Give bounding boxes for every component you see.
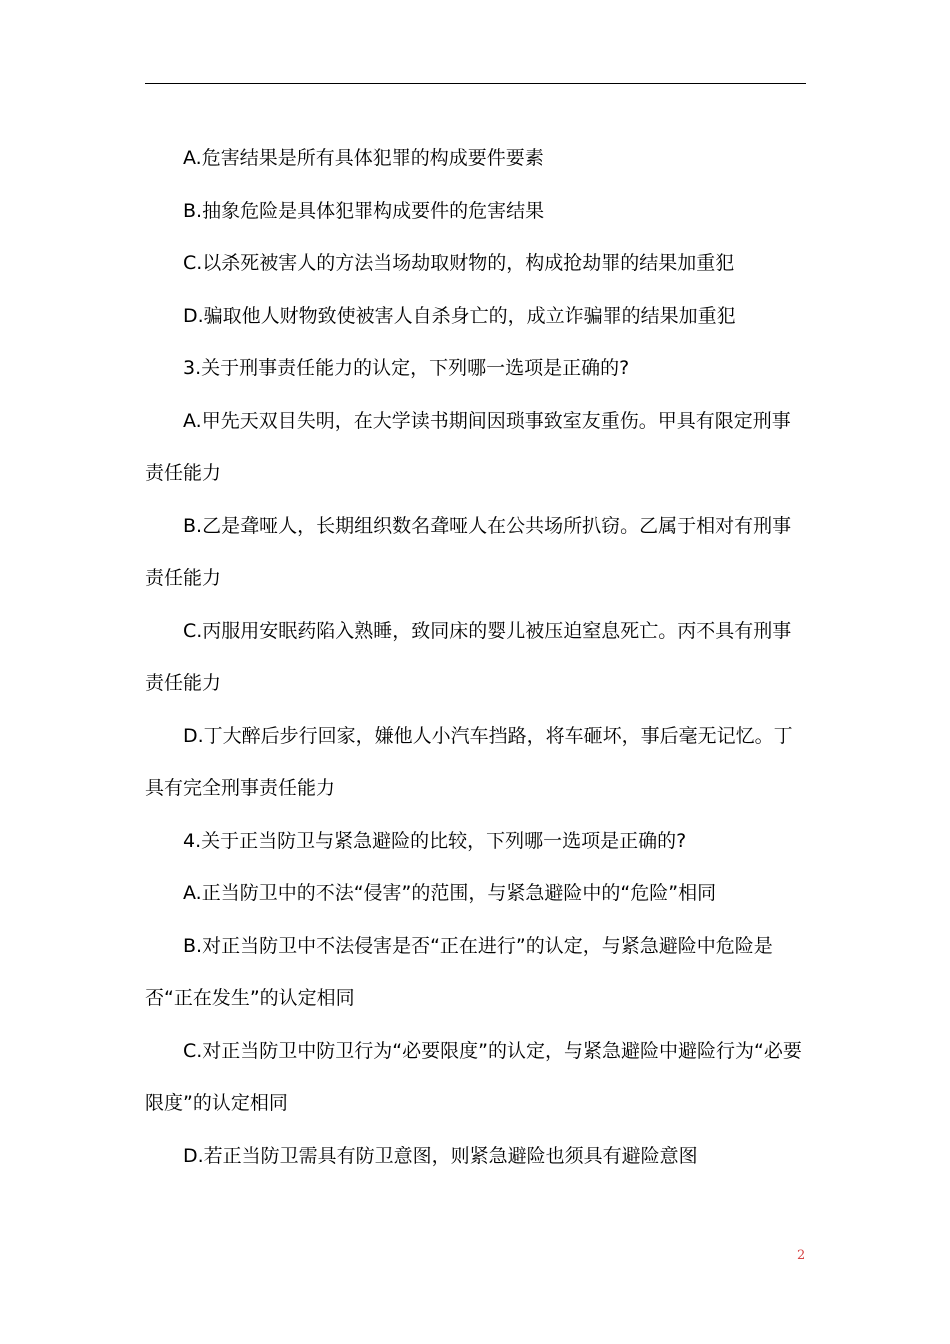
- page-number: 2: [797, 1248, 806, 1263]
- option-c-q4: C.对正当防卫中防卫行为“必要限度”的认定，与紧急避险中避险行为“必要限度”的认定相同: [145, 1039, 802, 1114]
- option-d-q2: D.骗取他人财物致使被害人自杀身亡的，成立诈骗罪的结果加重犯: [183, 304, 736, 327]
- option-d-q4: D.若正当防卫需具有防卫意图，则紧急避险也须具有避险意图: [183, 1144, 698, 1167]
- option-b-q3: B.乙是聋哑人，长期组织数名聋哑人在公共场所扒窃。乙属于相对有刑事责任能力: [145, 514, 792, 589]
- question-3: 3.关于刑事责任能力的认定，下列哪一选项是正确的?: [183, 357, 630, 379]
- document-body: [145, 132, 806, 1182]
- option-c-q3: C.丙服用安眠药陷入熟睡，致同床的婴儿被压迫窒息死亡。丙不具有刑事责任能力: [145, 619, 792, 694]
- question-4: 4.关于正当防卫与紧急避险的比较，下列哪一选项是正确的?: [183, 829, 687, 852]
- option-a-q4: A.正当防卫中的不法“侵害”的范围，与紧急避险中的“危险”相同: [183, 882, 717, 904]
- header-rule: [145, 83, 806, 84]
- option-a-q2: A.危害结果是所有具体犯罪的构成要件要素: [183, 147, 544, 169]
- option-d-q3: D.丁大醉后步行回家，嫌他人小汽车挡路，将车砸坏，事后毫无记忆。丁具有完全刑事责任能力: [145, 724, 793, 799]
- option-b-q2: B.抽象危险是具体犯罪构成要件的危害结果: [183, 199, 545, 222]
- option-b-q4: B.对正当防卫中不法侵害是否“正在进行”的认定，与紧急避险中危险是否“正在发生”的认定相同: [145, 934, 773, 1009]
- option-c-q2: C.以杀死被害人的方法当场劫取财物的，构成抢劫罪的结果加重犯: [183, 252, 735, 274]
- option-a-q3: A.甲先天双目失明，在大学读书期间因琐事致室友重伤。甲具有限定刑事责任能力: [145, 409, 791, 484]
